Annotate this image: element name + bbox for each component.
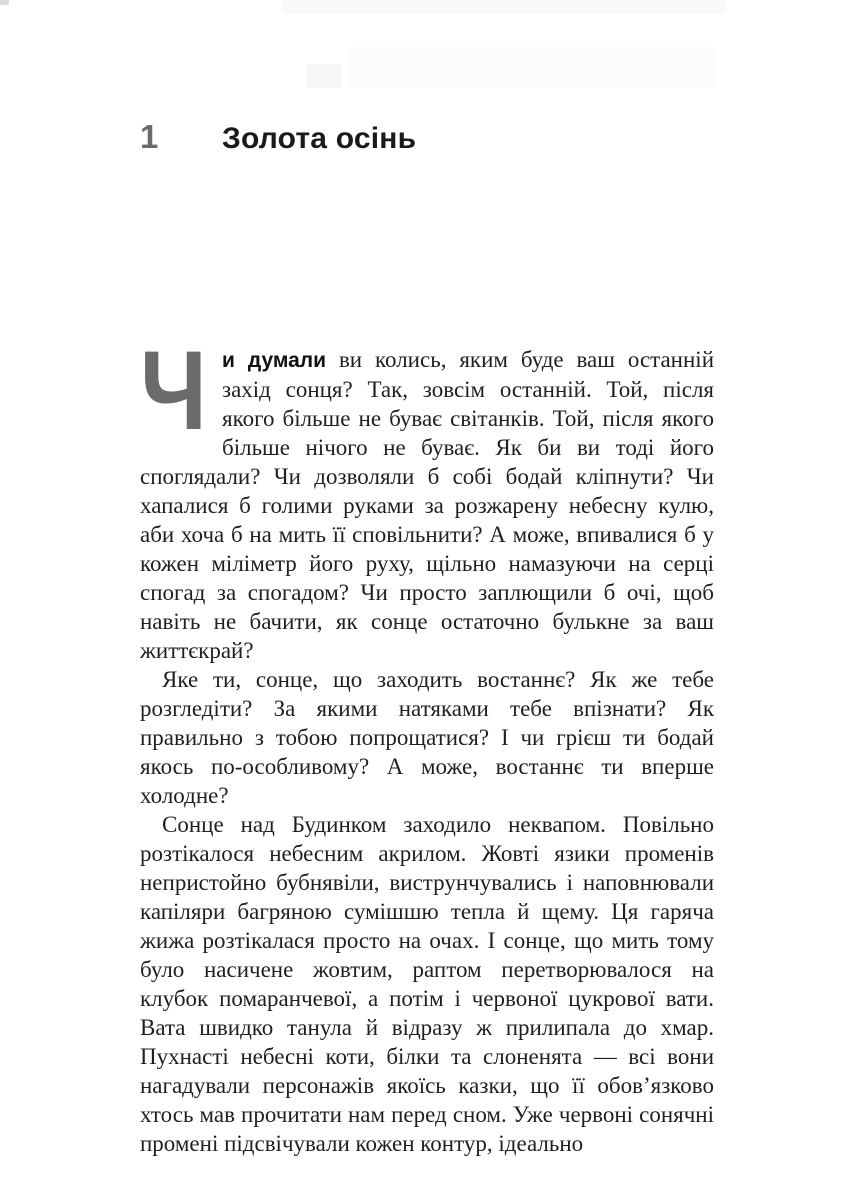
chapter-header [140,120,416,154]
scan-artifact-corner [0,0,9,5]
scan-artifact-band [283,0,725,14]
scan-artifact-block [348,47,716,88]
paragraph-2: Яке ти, сонце, що заходить востаннє? Як же тебе розгледіти? За якими натяками тебе впізнати? Як правильно з тобою попрощатися? І чи грієш ти бодай якось по-особливому? А може, востаннє ти вперше холодне? [140,667,714,808]
drop-cap-letter: Ч [140,328,207,453]
drop-cap [140,328,212,453]
body-text [140,328,715,1158]
paragraph-3: Сонце над Будинком заходило неквапом. Повільно розтікалося небесним акрилом. Жовті язики променів непристойно бубнявіли, виструнчувались і наповнювали капіляри багряною сумішшю тепла й щему. Ця гаряча жижа розтікалася просто на очах. І сонце, що мить тому було насичене жовтим, раптом перетворювалося на клубок помаранчевої, а потім і червоної цукрової вати. Вата швидко танула й відразу ж прилипала до хмар. Пухнасті небесні коти, білки та слоненята — всі вони нагадували персонажів якоїсь казки, що її обов’язково хтось мав прочитати нам перед сном. Уже червоні сонячні промені підсвічували кожен контур, ідеально [140,812,714,1156]
paragraph-1-text: ви колись, яким буде ваш останній захід сонця? Так, зовсім останній. Той, після якого більше не буває світанків. Той, після якого більше нічого не буває. Як би ви тоді його споглядали? Чи дозволяли б собі бодай кліпнути? Чи хапалися б голими руками за розжарену небесну кулю, аби хоча б на мить її сповільнити? А може, впивалися б у кожен міліметр його руху, щільно намазуючи на серці спогад за спогадом? Чи просто заплющили б очі, щоб навіть не бачити, як сонце остаточно булькне за ваш життєкрай? [140,347,715,663]
scan-artifact-smudge [306,64,342,88]
chapter-number: 1 [140,118,159,155]
paragraph-1 [140,328,715,665]
chapter-title: Золота осінь [222,122,417,155]
lead-in-bold: и думали [222,349,327,372]
